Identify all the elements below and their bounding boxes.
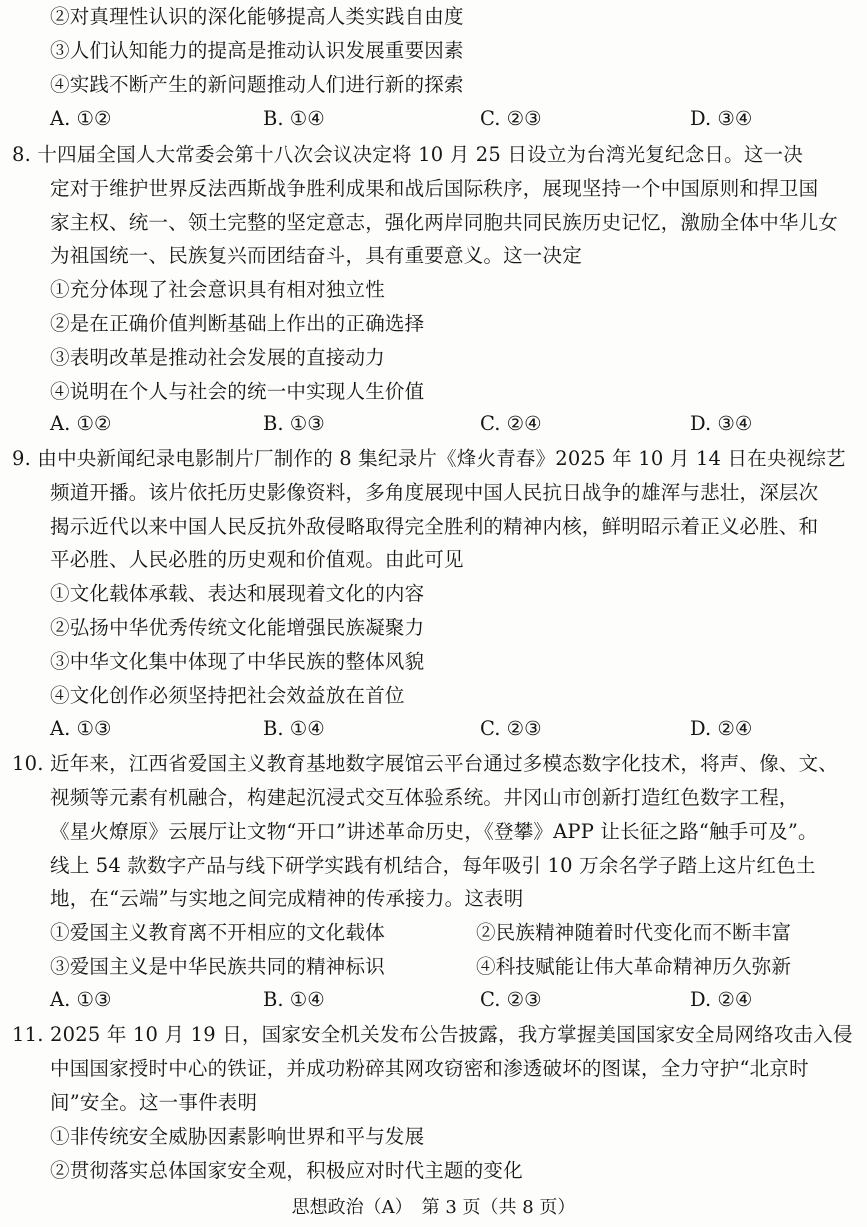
q7-answer-choices bbox=[50, 106, 753, 132]
q9-choice-b[interactable]: B. ①④ bbox=[263, 717, 325, 740]
q9-stem-line: 揭示近代以来中国人民反抗外敌侵略取得完全胜利的精神内核，鲜明昭示着正义必胜、和 bbox=[50, 515, 819, 538]
q7-choice-d[interactable]: D. ③④ bbox=[690, 107, 753, 130]
q9-option-2: ②弘扬中华优秀传统文化能增强民族凝聚力 bbox=[50, 616, 425, 639]
q8-option-4: ④说明在个人与社会的统一中实现人生价值 bbox=[50, 380, 425, 403]
q10-stem-line: 10. 近年来，江西省爱国主义教育基地数字展馆云平台通过多模态数字化技术，将声、像、文、 bbox=[12, 752, 839, 775]
q10-choice-a[interactable]: A. ①③ bbox=[50, 988, 112, 1011]
q9-stem-line: 9. 由中央新闻纪录电影制片厂制作的 8 集纪录片《烽火青春》2025 年 10 月 14 日在央视综艺 bbox=[12, 447, 846, 470]
q8-choice-d[interactable]: D. ③④ bbox=[690, 412, 753, 435]
q7-option-2: ②对真理性认识的深化能够提高人类实践自由度 bbox=[50, 5, 464, 28]
q10-option-4: ④科技赋能让伟大革命精神历久弥新 bbox=[476, 955, 792, 978]
q9-choice-c[interactable]: C. ②③ bbox=[480, 717, 542, 740]
q8-option-2: ②是在正确价值判断基础上作出的正确选择 bbox=[50, 312, 425, 335]
q10-choice-d[interactable]: D. ②④ bbox=[690, 988, 753, 1011]
q10-stem-line: 《星火燎原》云展厅让文物“开口”讲述革命历史，《登攀》APP 让长征之路“触手可及”。 bbox=[50, 820, 818, 843]
q7-choice-c[interactable]: C. ②③ bbox=[480, 107, 542, 130]
q9-choice-a[interactable]: A. ①③ bbox=[50, 717, 112, 740]
q10-option-1: ①爱国主义教育离不开相应的文化载体 bbox=[50, 921, 385, 944]
q8-option-1: ①充分体现了社会意识具有相对独立性 bbox=[50, 278, 385, 301]
q8-choice-b[interactable]: B. ①③ bbox=[263, 412, 325, 435]
q11-stem-line: 中国国家授时中心的铁证，并成功粉碎其网攻窃密和渗透破坏的图谋，全力守护“北京时 bbox=[50, 1057, 809, 1080]
q8-choice-c[interactable]: C. ②④ bbox=[480, 412, 542, 435]
q8-stem-line: 定对于维护世界反法西斯战争胜利成果和战后国际秩序，展现坚持一个中国原则和捍卫国 bbox=[50, 177, 819, 200]
q10-answer-choices bbox=[50, 987, 753, 1013]
q9-stem-line: 平必胜、人民必胜的历史观和价值观。由此可见 bbox=[50, 548, 464, 571]
q11-option-2: ②贯彻落实总体国家安全观，积极应对时代主题的变化 bbox=[50, 1159, 523, 1182]
q10-stem-line: 视频等元素有机融合，构建起沉浸式交互体验系统。井冈山市创新打造红色数字工程， bbox=[50, 786, 799, 809]
q9-answer-choices bbox=[50, 716, 753, 742]
q8-stem-line: 家主权、统一、领土完整的坚定意志，强化两岸同胞共同民族历史记忆，激励全体中华儿女 bbox=[50, 211, 839, 234]
q10-option-2: ②民族精神随着时代变化而不断丰富 bbox=[476, 921, 792, 944]
q11-option-1: ①非传统安全威胁因素影响世界和平与发展 bbox=[50, 1125, 425, 1148]
q8-answer-choices bbox=[50, 411, 753, 437]
q10-stem-line: 线上 54 款数字产品与线下研学实践有机结合，每年吸引 10 万余名学子踏上这片红色土 bbox=[50, 854, 816, 877]
q9-option-3: ③中华文化集中体现了中华民族的整体风貌 bbox=[50, 650, 425, 673]
q9-choice-d[interactable]: D. ②④ bbox=[690, 717, 753, 740]
q10-choice-b[interactable]: B. ①④ bbox=[263, 988, 325, 1011]
q10-option-3: ③爱国主义是中华民族共同的精神标识 bbox=[50, 955, 385, 978]
q8-stem-line: 为祖国统一、民族复兴而团结奋斗，具有重要意义。这一决定 bbox=[50, 244, 582, 267]
q7-choice-b[interactable]: B. ①④ bbox=[263, 107, 325, 130]
page-footer: 思想政治（A） 第 3 页（共 8 页） bbox=[291, 1197, 576, 1218]
q9-option-4: ④文化创作必须坚持把社会效益放在首位 bbox=[50, 684, 405, 707]
q11-stem-line: 间”安全。这一事件表明 bbox=[50, 1091, 258, 1114]
q7-choice-a[interactable]: A. ①② bbox=[50, 107, 112, 130]
q10-choice-c[interactable]: C. ②③ bbox=[480, 988, 542, 1011]
q11-stem-line: 11. 2025 年 10 月 19 日，国家安全机关发布公告披露，我方掌握美国国家安全局网络攻击入侵 bbox=[12, 1023, 853, 1046]
q7-option-3: ③人们认知能力的提高是推动认识发展重要因素 bbox=[50, 39, 464, 62]
q10-stem-line: 地，在“云端”与实地之间完成精神的传承接力。这表明 bbox=[50, 887, 524, 910]
q7-option-4: ④实践不断产生的新问题推动人们进行新的探索 bbox=[50, 73, 464, 96]
q9-stem-line: 频道开播。该片依托历史影像资料，多角度展现中国人民抗日战争的雄浑与悲壮，深层次 bbox=[50, 481, 819, 504]
q8-stem-line: 8. 十四届全国人大常委会第十八次会议决定将 10 月 25 日设立为台湾光复纪念日。这一决 bbox=[12, 143, 803, 166]
q8-choice-a[interactable]: A. ①② bbox=[50, 412, 112, 435]
q8-option-3: ③表明改革是推动社会发展的直接动力 bbox=[50, 346, 385, 369]
q9-option-1: ①文化载体承载、表达和展现着文化的内容 bbox=[50, 582, 425, 605]
